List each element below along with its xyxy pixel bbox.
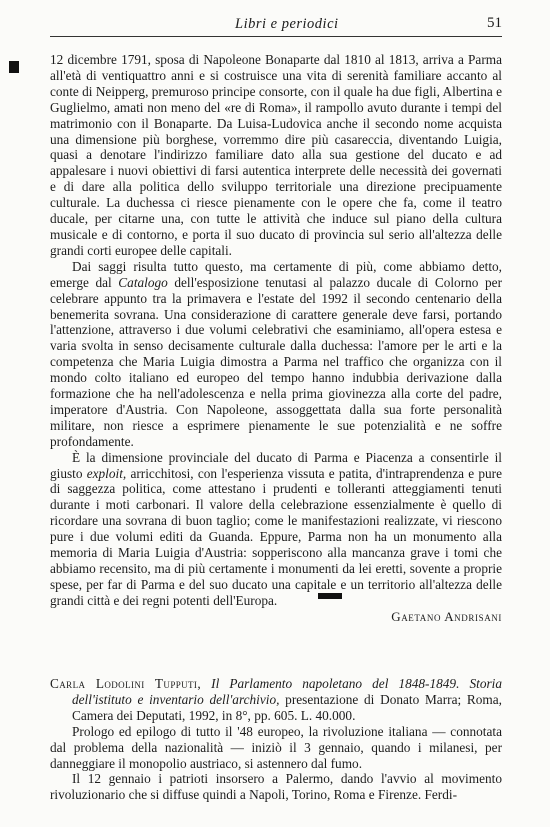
catalog-title: Catalogo xyxy=(118,274,168,290)
author-signature: Gaetano Andrisani xyxy=(391,608,502,624)
ink-smudge xyxy=(318,593,342,599)
paragraph-3: È la dimensione provinciale del ducato di Parma e Piacenza a consentirle il giusto exploit, arricchitosi, con l'esperienza vissuta e patita, d'intraprendenza e pure di saggezza politica, come attestano i prudenti e tolleranti atteggiamenti tenuti durante i moti carbonari. Il valore della celebrazione essenzialmente è quello di ricordare una sovrana di buon taglio; come le manifestazioni realizzate, vi riescono pure i due volumi editi da Guanda. Eppure, Parma non ha un monumento alla memoria di Maria Luigia d'Austria: sopperiscono alla mancanza grave i tomi che abbiamo recensito, ma di più certamente i monumenti da lei eretti, sovente a proprie spese, per far di Parma e del suo ducato una capitale e un territorio all'altezza delle grandi città e dei regni potenti dell'Europa. xyxy=(50,449,502,608)
review-citation xyxy=(50,676,502,724)
exploit-word: exploit, xyxy=(86,465,127,481)
review-paragraph-2: Il 12 gennaio i patrioti insorsero a Palermo, dando l'avvio al movimento rivoluzionario che si diffuse quindi a Napoli, Torino, Roma e Firenze. Ferdi- xyxy=(50,771,502,803)
review-book-title: Il Parlamento napoletano del 1848-1849. Storia dell'istituto e inventario dell'archivio, xyxy=(72,676,502,707)
paragraph-1: 12 dicembre 1791, sposa di Napoleone Bonaparte dal 1810 al 1813, arriva a Parma all'età di ventiquattro anni e si costruisce una vita di serenità familiare accanto al conte di Neipperg, premuroso principe consorte, con il quale ha due figli, Albertina e Guglielmo, amati non meno del «re di Roma», il rampollo avuto durante i tempi del matrimonio con il Bonaparte. Da Luisa-Ludovica anche il secondo nome acquista una dimensione più borghese, vorremmo dire più casareccia, diventando Luigia, quasi a denotare l'indirizzo familiare dato alla sua gestione del ducato e ad appalesare i nuovi obiettivi di farsi autentica interprete delle necessità dei governati e di dare alla politica dello sviluppo territoriale una direzione precipuamente culturale. La duchessa ci riesce pienamente con le opere che fa, come il teatro ducale, per citarne una, con tutte le attività che induce sul piano della cultura musicale e di contorno, e porta il suo ducato di provincia sul serio all'altezza delle grandi corti europee delle capitali. xyxy=(50,52,502,258)
review-book-details: presentazione di Donato Marra; Roma, Camera dei Deputati, 1992, in 8°, pp. 605. L. 40.000. xyxy=(72,691,502,723)
paragraph-2: Dai saggi risulta tutto questo, ma certamente di più, come abbiamo detto, emerge dal Catalogo dell'esposizione tenutasi al palazzo ducale di Colorno per celebrare appunto tra la primavera e l'estate del 1992 il secondo centenario della benemerita sovrana. Una considerazione di carattere generale deve farsi, portando l'attenzione, attraverso i due volumi celebrativi che esaminiamo, all'opera estesa e varia svolta in senso decisamente culturale dalla duchessa: l'amore per le arti e la competenza che Maria Luigia dimostra a Parma nel traffico che organizza con il mondo colto italiano ed europeo del tempo hanno indubbia derivazione dalla formazione che ha nell'adolescenza e nella prima giovinezza alla corte del padre, imperatore d'Austria. Con Napoleone, assoggettata dalla sua forte personalità militare, non riesce a esprimere pienamente le sue potenzialità e ne soffre profondamente. xyxy=(50,258,502,449)
running-title: Libri e periodici xyxy=(235,16,339,32)
margin-mark xyxy=(9,61,19,73)
page-number: 51 xyxy=(487,15,502,31)
review-author: Carla Lodolini Tupputi, xyxy=(50,676,202,691)
article-body xyxy=(50,52,502,625)
review-section xyxy=(50,676,502,803)
review-paragraph-1: Prologo ed epilogo di tutto il '48 europeo, la rivoluzione italiana — connotata dal problema della nazionalità — iniziò il 3 gennaio, quando i milanesi, per danneggiare il monopolio austriaco, si astennero dal fumo. xyxy=(50,723,502,771)
running-header xyxy=(50,14,502,37)
